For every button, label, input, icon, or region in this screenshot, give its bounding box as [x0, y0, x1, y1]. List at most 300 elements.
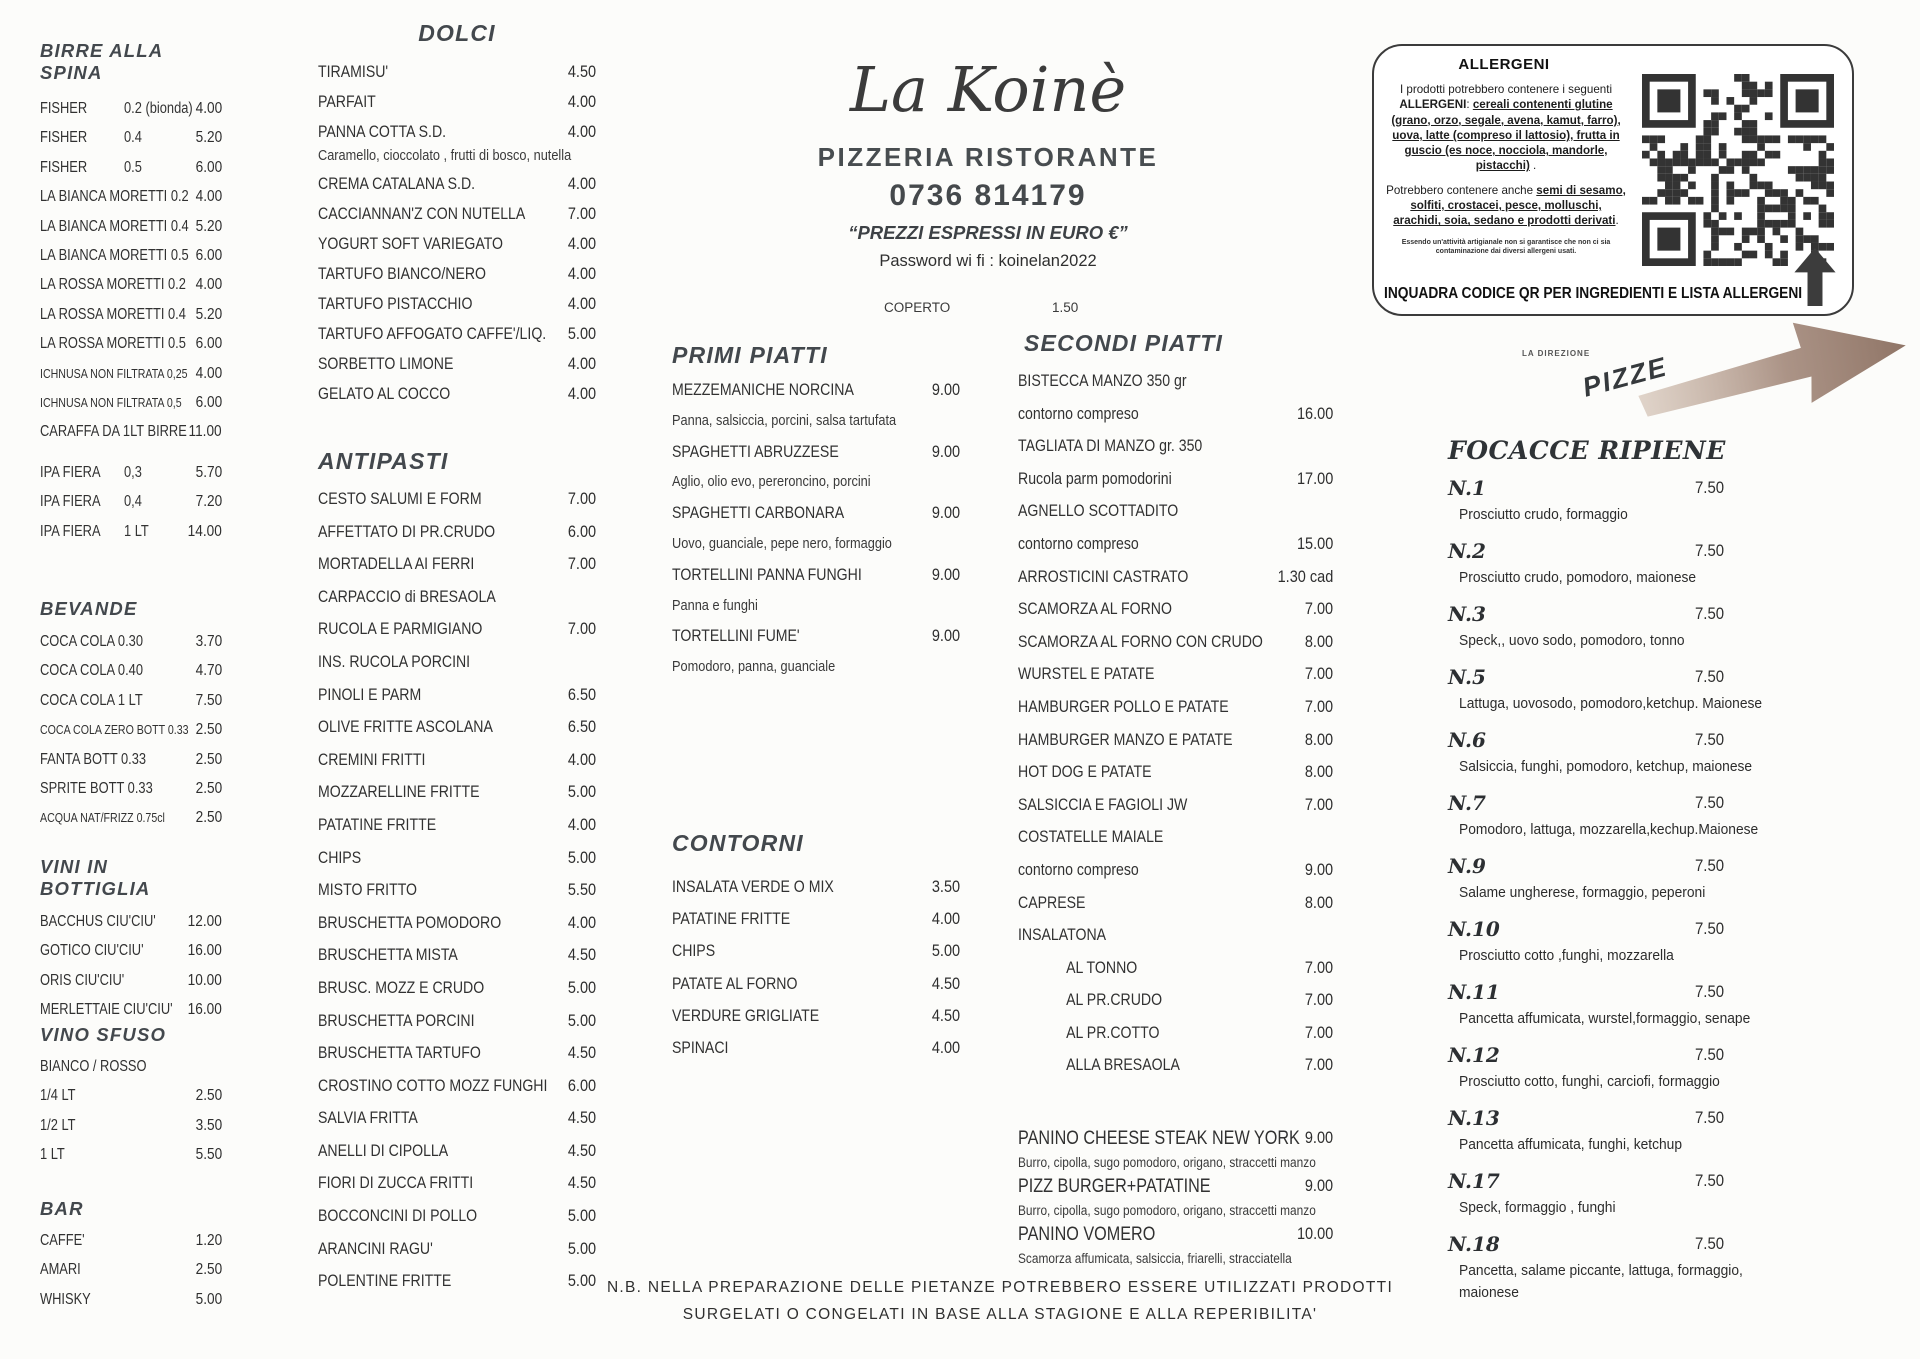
item-name: HAMBURGER POLLO E PATATE [1018, 696, 1229, 716]
focaccia-price: 7.50 [1694, 793, 1724, 812]
focaccia-item [1448, 598, 1788, 661]
item-price: 7.00 [1304, 795, 1333, 814]
pizze-label: PIZZE [1579, 351, 1671, 403]
item-price: 6.00 [195, 335, 222, 353]
allergen-text [1386, 82, 1626, 256]
item-price: 5.00 [567, 783, 596, 802]
item-name: MORTADELLA AI FERRI [318, 554, 475, 574]
menu-item [40, 715, 222, 744]
menu-item [672, 968, 960, 1000]
item-price: 3.70 [195, 633, 222, 650]
menu-item [318, 379, 596, 409]
item-name: PANINO CHEESE STEAK NEW YORK [1018, 1127, 1300, 1149]
item-price: 4.00 [567, 235, 596, 253]
item-price: 3.50 [931, 878, 960, 896]
item-name: COCA COLA 0.30 [40, 633, 143, 650]
item-price: 7.00 [1304, 958, 1333, 977]
menu-item [318, 117, 596, 147]
section-contorni [672, 830, 960, 1064]
item-price: 9.00 [931, 381, 960, 399]
allergen-paragraph-1 [1386, 82, 1626, 174]
menu-item [1018, 724, 1333, 757]
item-name: POLENTINE FRITTE [318, 1271, 452, 1291]
menu-item [318, 199, 596, 229]
item-name: FISHER [40, 100, 88, 117]
item-price: 8.00 [1304, 893, 1333, 912]
item-price: 3.50 [195, 1116, 222, 1134]
section-secondi-piatti [1018, 330, 1333, 1082]
item-price: 8.00 [1304, 730, 1333, 749]
focaccia-ingredients: Prosciutto cotto ,funghi, mozzarella [1459, 947, 1674, 964]
item-name: VERDURE GRIGLIATE [672, 1005, 820, 1025]
menu-item [40, 123, 222, 152]
section-bar [40, 1198, 222, 1314]
focaccia-row [1448, 598, 1788, 630]
item-price: 4.00 [567, 265, 596, 283]
item-name: SORBETTO LIMONE [318, 354, 454, 373]
item-name: CAFFE' [40, 1232, 85, 1249]
item-price: 5.20 [195, 129, 222, 147]
item-name: AL PR.COTTO [1066, 1022, 1160, 1042]
item-price: 10.00 [187, 971, 222, 989]
section-title: CONTORNI [672, 830, 804, 856]
prices-note: “PREZZI ESPRESSI IN EURO €” [848, 222, 1128, 243]
menu-item [672, 498, 960, 529]
coperto-label: COPERTO [884, 300, 951, 315]
focaccia-item [1448, 1102, 1788, 1165]
item-name: FIORI DI ZUCCA FRITTI [318, 1173, 474, 1193]
menu-item [318, 548, 596, 581]
menu-item [1018, 528, 1333, 561]
allergen-text-segment: ALLERGENI [1399, 98, 1467, 112]
menu-item [1018, 1017, 1333, 1050]
menu-item [318, 744, 596, 777]
item-name: ICHNUSA NON FILTRATA 0,25 [40, 365, 188, 381]
item-price: 4.00 [567, 355, 596, 373]
item-price: 7.00 [567, 205, 596, 223]
item-name: LA ROSSA MORETTI 0.4 [40, 305, 186, 323]
item-price: 5.20 [195, 217, 222, 235]
allergen-title: ALLERGENI [1458, 56, 1550, 73]
item-name: PIZZ BURGER+PATATINE [1018, 1175, 1211, 1197]
menu-item [40, 1255, 222, 1284]
item-price: 8.00 [1304, 763, 1333, 782]
item-price: 7.00 [1304, 1056, 1333, 1075]
item-price: 4.00 [567, 750, 596, 769]
item-price: 7.00 [1304, 991, 1333, 1010]
menu-item [1018, 854, 1333, 887]
allergen-text-segment: : [1466, 98, 1473, 112]
menu-item [1018, 1126, 1333, 1152]
item-size: 0,4 [124, 493, 142, 511]
item-name: COSTATELLE MAIALE [1018, 827, 1164, 847]
item-name: 1/2 LT [40, 1116, 76, 1134]
menu-item [318, 581, 596, 614]
menu-item [1018, 463, 1333, 496]
menu-item [318, 349, 596, 379]
focaccia-number: N.10 [1448, 917, 1500, 941]
item-name: AMARI [40, 1261, 81, 1279]
focaccia-ingredients: Lattuga, uovosodo, pomodoro,ketchup. Maionese [1459, 695, 1763, 712]
item-name: MISTO FRITTO [318, 880, 418, 900]
focaccia-row [1448, 535, 1788, 567]
allergen-fine-print: Essendo un'attività artigianale non si garantisce che non ci sia contaminazione dai diversi allergeni usati. [1401, 238, 1611, 255]
item-name: SPAGHETTI CARBONARA [672, 503, 845, 523]
focaccia-number: N.13 [1448, 1106, 1500, 1130]
focaccia-ingredients: Pancetta, salame piccante, lattuga, formaggio, maionese [1459, 1262, 1743, 1301]
menu-item [672, 467, 960, 498]
menu-item [1018, 887, 1333, 920]
menu-item [40, 966, 222, 995]
item-name: BIANCO / ROSSO [40, 1058, 147, 1075]
item-price: 5.00 [567, 1239, 596, 1258]
focaccia-number: N.1 [1448, 476, 1486, 500]
allergen-text-segment: Potrebbero contenere anche [1386, 183, 1537, 197]
allergen-text-segment: semi di sesamo, solfiti, crostacei, pesce, molluschi, arachidi, soia, sedano e prodotti derivati [1393, 183, 1626, 228]
menu-item [40, 1111, 222, 1140]
restaurant-type: PIZZERIA RISTORANTE [817, 142, 1159, 172]
focaccia-row [1448, 1228, 1788, 1260]
item-price: 4.00 [931, 910, 960, 929]
menu-item [1018, 593, 1333, 626]
item-name: CROSTINO COTTO MOZZ FUNGHI [318, 1075, 548, 1095]
item-price: 4.50 [567, 1141, 596, 1160]
menu-item [672, 871, 960, 903]
section-primi-piatti [672, 342, 960, 683]
item-name: BISTECCA MANZO 350 gr [1018, 371, 1187, 390]
item-price: 5.00 [567, 1207, 596, 1226]
focaccia-item [1448, 1228, 1788, 1301]
focaccia-ingredients: Pancetta affumicata, funghi, ketchup [1459, 1136, 1683, 1153]
item-name: CARAFFA DA 1LT BIRRE [40, 423, 187, 441]
item-name: COCA COLA 0.40 [40, 662, 143, 680]
focaccia-price: 7.50 [1694, 478, 1724, 497]
focaccia-price: 7.50 [1694, 1045, 1724, 1064]
menu-item [318, 907, 596, 940]
item-name: AL TONNO [1066, 957, 1138, 977]
menu-item [318, 1167, 596, 1200]
focaccia-price: 7.50 [1694, 541, 1724, 560]
item-name: PATATINE FRITTE [672, 909, 791, 929]
item-price: 4.00 [567, 123, 596, 141]
item-price: 7.20 [195, 493, 222, 511]
menu-item [40, 270, 222, 299]
menu-item [40, 936, 222, 965]
item-name: contorno compreso [1018, 533, 1139, 553]
menu-item [318, 1102, 596, 1135]
focaccia-number: N.11 [1448, 980, 1500, 1004]
section-ipa-fiera [40, 458, 222, 546]
item-name: PANNA COTTA S.D. [318, 122, 447, 141]
focaccia-item [1448, 535, 1788, 598]
item-name: Panna e funghi [672, 597, 758, 614]
item-name: ACQUA NAT/FRIZZ 0.75cl [40, 810, 165, 826]
menu-item [40, 458, 222, 487]
focaccia-row [1448, 913, 1788, 945]
focaccia-item [1448, 976, 1788, 1039]
section-birre-alla-spina [40, 40, 222, 447]
section-vini-in-bottiglia [40, 856, 222, 1025]
menu-item [318, 147, 596, 169]
focaccia-number: N.18 [1448, 1232, 1500, 1256]
item-name: Burro, cipolla, sugo pomodoro, origano, straccetti manzo [1018, 1154, 1316, 1170]
menu-item [318, 87, 596, 117]
direzione-label: LA DIREZIONE [1522, 349, 1591, 358]
section-focacce-ripiene [1448, 436, 1788, 1301]
item-name: ALLA BRESAOLA [1066, 1055, 1180, 1075]
item-name: Caramello, cioccolato , frutti di bosco, nutella [318, 148, 572, 164]
item-price: 17.00 [1296, 469, 1333, 488]
item-price: 5.00 [931, 942, 960, 961]
allergen-text-segment: cereali contenenti glutine (grano, orzo, segale, avena, kamut, farro), uova, latte (compreso il lattosio), frutta in guscio (es noce, nocciola, mandorle, pistacchi) [1391, 98, 1621, 173]
menu-item [672, 591, 960, 622]
item-name: 1 LT [40, 1146, 65, 1164]
item-price: 4.00 [567, 175, 596, 193]
menu-item [318, 319, 596, 349]
item-price: 6.00 [195, 158, 222, 176]
item-price: 12.00 [187, 913, 222, 930]
section-title: VINO SFUSO [40, 1024, 167, 1045]
section-title: DOLCI [418, 20, 496, 46]
item-name: SALSICCIA E FAGIOLI JW [1018, 794, 1188, 814]
menu-item [672, 903, 960, 935]
item-name: SPAGHETTI ABRUZZESE [672, 441, 839, 461]
item-name: Aglio, olio evo, pereroncino, porcini [672, 474, 871, 491]
item-price: 7.00 [567, 490, 596, 508]
menu-item [1018, 658, 1333, 691]
menu-item [1018, 821, 1333, 854]
item-price: 5.50 [567, 881, 596, 900]
item-size: 0,3 [124, 464, 142, 481]
item-price: 4.00 [567, 815, 596, 834]
item-size: 0.2 (bionda) [124, 100, 193, 117]
item-name: AL PR.CRUDO [1066, 990, 1163, 1010]
item-price: 4.50 [931, 974, 960, 993]
menu-item [672, 560, 960, 591]
item-name: YOGURT SOFT VARIEGATO [318, 234, 504, 253]
menu-item [318, 613, 596, 646]
item-price: 4.00 [195, 364, 222, 382]
focaccia-ingredients: Pancetta affumicata, wurstel,formaggio, senape [1459, 1010, 1751, 1027]
item-name: CARPACCIO di BRESAOLA [318, 586, 496, 606]
menu-item [318, 1200, 596, 1233]
item-price: 7.00 [1304, 600, 1333, 619]
item-name: AFFETTATO DI PR.CRUDO [318, 521, 496, 541]
item-price: 4.70 [195, 662, 222, 680]
section-title: PRIMI PIATTI [672, 342, 828, 368]
item-name: BRUSCHETTA PORCINI [318, 1010, 475, 1030]
menu-item [40, 517, 222, 546]
focaccia-price: 7.50 [1694, 730, 1724, 749]
focaccia-ingredients: Prosciutto cotto, funghi, carciofi, formaggio [1459, 1073, 1720, 1090]
section-title: BAR [40, 1198, 84, 1219]
item-price: 9.00 [1304, 1177, 1333, 1195]
menu-item [318, 1265, 596, 1298]
focaccia-row [1448, 1039, 1788, 1071]
item-price: 9.00 [931, 442, 960, 461]
focaccia-ingredients: Pomodoro, lattuga, mozzarella,kechup.Maionese [1459, 821, 1759, 838]
menu-item [1018, 365, 1333, 398]
item-name: CREMINI FRITTI [318, 749, 426, 769]
menu-item [1018, 1222, 1333, 1248]
item-price: 4.00 [195, 276, 222, 294]
menu-item [672, 1032, 960, 1064]
menu-item [672, 1000, 960, 1032]
menu-item [1018, 756, 1333, 789]
section-antipasti [318, 448, 596, 1298]
focaccia-row [1448, 724, 1788, 756]
menu-item [1018, 626, 1333, 659]
item-price: 9.00 [931, 627, 960, 646]
item-size: 0.4 [124, 129, 142, 147]
item-name: Panna, salsiccia, porcini, salsa tartufata [672, 412, 897, 429]
menu-item [40, 627, 222, 656]
item-name: BOCCONCINI DI POLLO [318, 1206, 478, 1226]
item-name: BRUSC. MOZZ E CRUDO [318, 977, 485, 997]
menu-item [318, 259, 596, 289]
item-price: 14.00 [187, 522, 222, 540]
menu-item [1018, 1200, 1333, 1223]
allergen-paragraph-2 [1386, 183, 1626, 229]
focaccia-price: 7.50 [1694, 982, 1724, 1001]
focaccia-item [1448, 724, 1788, 787]
focaccia-item [1448, 913, 1788, 976]
pizze-brush-arrow [1636, 282, 1916, 457]
focaccia-number: N.2 [1448, 539, 1486, 563]
menu-item [318, 1233, 596, 1266]
item-name: MEZZEMANICHE NORCINA [672, 380, 854, 399]
item-name: Pomodoro, panna, guanciale [672, 659, 836, 676]
item-price: 5.70 [195, 464, 222, 481]
menu-item [40, 774, 222, 803]
menu-item [1018, 691, 1333, 724]
allergen-text-segment: . [1615, 214, 1619, 228]
allergen-text-segment: . [1529, 159, 1537, 173]
focaccia-item [1448, 661, 1788, 724]
item-name: FISHER [40, 158, 88, 176]
item-price: 7.00 [1304, 1023, 1333, 1042]
item-name: ANELLI DI CIPOLLA [318, 1140, 449, 1160]
item-price: 7.00 [1304, 697, 1333, 716]
note-line-2: SURGELATI O CONGELATI IN BASE ALLA STAGIONE E ALLA REPERIBILITA' [682, 1306, 1318, 1323]
item-price: 2.50 [195, 721, 222, 739]
item-price: 1.30 cad [1277, 567, 1333, 586]
item-name: contorno compreso [1018, 859, 1139, 879]
menu-item [40, 995, 222, 1024]
menu-item [318, 874, 596, 907]
allergen-box [1372, 44, 1854, 316]
item-name: ARANCINI RAGU' [318, 1238, 433, 1258]
menu-item [40, 803, 222, 832]
menu-item [40, 182, 222, 211]
focaccia-number: N.3 [1448, 602, 1486, 626]
menu-item [40, 656, 222, 685]
item-price: 6.00 [567, 522, 596, 541]
focaccia-row [1448, 976, 1788, 1008]
item-name: CESTO SALUMI E FORM [318, 489, 482, 508]
menu-item [318, 483, 596, 516]
section-title: BIRRE ALLA SPINA [40, 40, 163, 83]
focaccia-ingredients: Salame ungherese, formaggio, peperoni [1459, 884, 1706, 901]
menu-item [40, 1226, 222, 1255]
item-name: PATATINE FRITTE [318, 814, 437, 834]
item-name: OLIVE FRITTE ASCOLANA [318, 717, 493, 737]
item-price: 7.50 [195, 691, 222, 709]
focaccia-ingredients: Prosciutto crudo, pomodoro, maionese [1459, 569, 1697, 586]
item-price: 4.00 [195, 100, 222, 117]
item-price: 9.00 [931, 565, 960, 584]
item-name: Scamorza affumicata, salsiccia, friarelli, stracciatella [1018, 1250, 1292, 1266]
item-price: 4.50 [931, 1006, 960, 1025]
item-name: PARFAIT [318, 92, 376, 111]
item-name: ORIS CIU'CIU' [40, 971, 125, 989]
item-price: 5.20 [195, 305, 222, 323]
section-title: VINI IN BOTTIGLIA [40, 856, 151, 899]
wifi-password: Password wi fi : koinelan2022 [879, 252, 1097, 270]
menu-item [672, 406, 960, 437]
item-name: INSALATA VERDE O MIX [672, 877, 834, 896]
item-name: FISHER [40, 129, 88, 147]
item-name: CACCIANNAN'Z CON NUTELLA [318, 204, 526, 223]
focaccia-ingredients: Salsiccia, funghi, pomodoro, ketchup, maionese [1459, 758, 1753, 775]
menu-item [318, 169, 596, 199]
item-name: INS. RUCOLA PORCINI [318, 651, 471, 671]
coperto-price: 1.50 [1052, 300, 1079, 315]
item-name: FANTA BOTT 0.33 [40, 750, 147, 768]
menu-item [40, 153, 222, 182]
menu-item [1018, 495, 1333, 528]
menu-item [1018, 561, 1333, 594]
item-name: IPA FIERA [40, 464, 101, 481]
focaccia-row [1448, 661, 1788, 693]
menu-item [672, 935, 960, 967]
menu-item [1018, 430, 1333, 463]
item-name: TARTUFO AFFOGATO CAFFE'/LIQ. [318, 324, 547, 343]
item-price: 6.50 [567, 718, 596, 737]
focaccia-item [1448, 850, 1788, 913]
item-name: Burro, cipolla, sugo pomodoro, origano, straccetti manzo [1018, 1202, 1316, 1218]
item-name: TORTELLINI PANNA FUNGHI [672, 564, 862, 584]
item-name: GOTICO CIU'CIU' [40, 942, 144, 960]
focaccia-row [1448, 787, 1788, 819]
item-name: BRUSCHETTA TARTUFO [318, 1043, 481, 1063]
menu-item [318, 646, 596, 679]
menu-item [318, 679, 596, 712]
item-price: 4.50 [567, 946, 596, 965]
item-price: 10.00 [1296, 1225, 1333, 1243]
item-price: 2.50 [195, 1261, 222, 1279]
menu-item [318, 1005, 596, 1038]
section-title: BEVANDE [40, 598, 138, 619]
item-name: SPRITE BOTT 0.33 [40, 779, 153, 797]
item-price: 4.00 [567, 295, 596, 313]
menu-item [672, 375, 960, 406]
menu-item [40, 94, 222, 123]
item-name: TORTELLINI FUME' [672, 626, 800, 646]
item-price: 9.00 [931, 504, 960, 523]
item-name: 1/4 LT [40, 1087, 76, 1105]
menu-item [40, 907, 222, 936]
menu-item [1018, 398, 1333, 431]
item-name: WHISKY [40, 1290, 91, 1308]
focaccia-price: 7.50 [1694, 667, 1724, 686]
item-name: PANINO VOMERO [1018, 1223, 1156, 1245]
menu-item [1018, 952, 1333, 985]
menu-item [318, 1070, 596, 1103]
menu-item [40, 388, 222, 417]
menu-item [40, 686, 222, 715]
menu-item [318, 1135, 596, 1168]
